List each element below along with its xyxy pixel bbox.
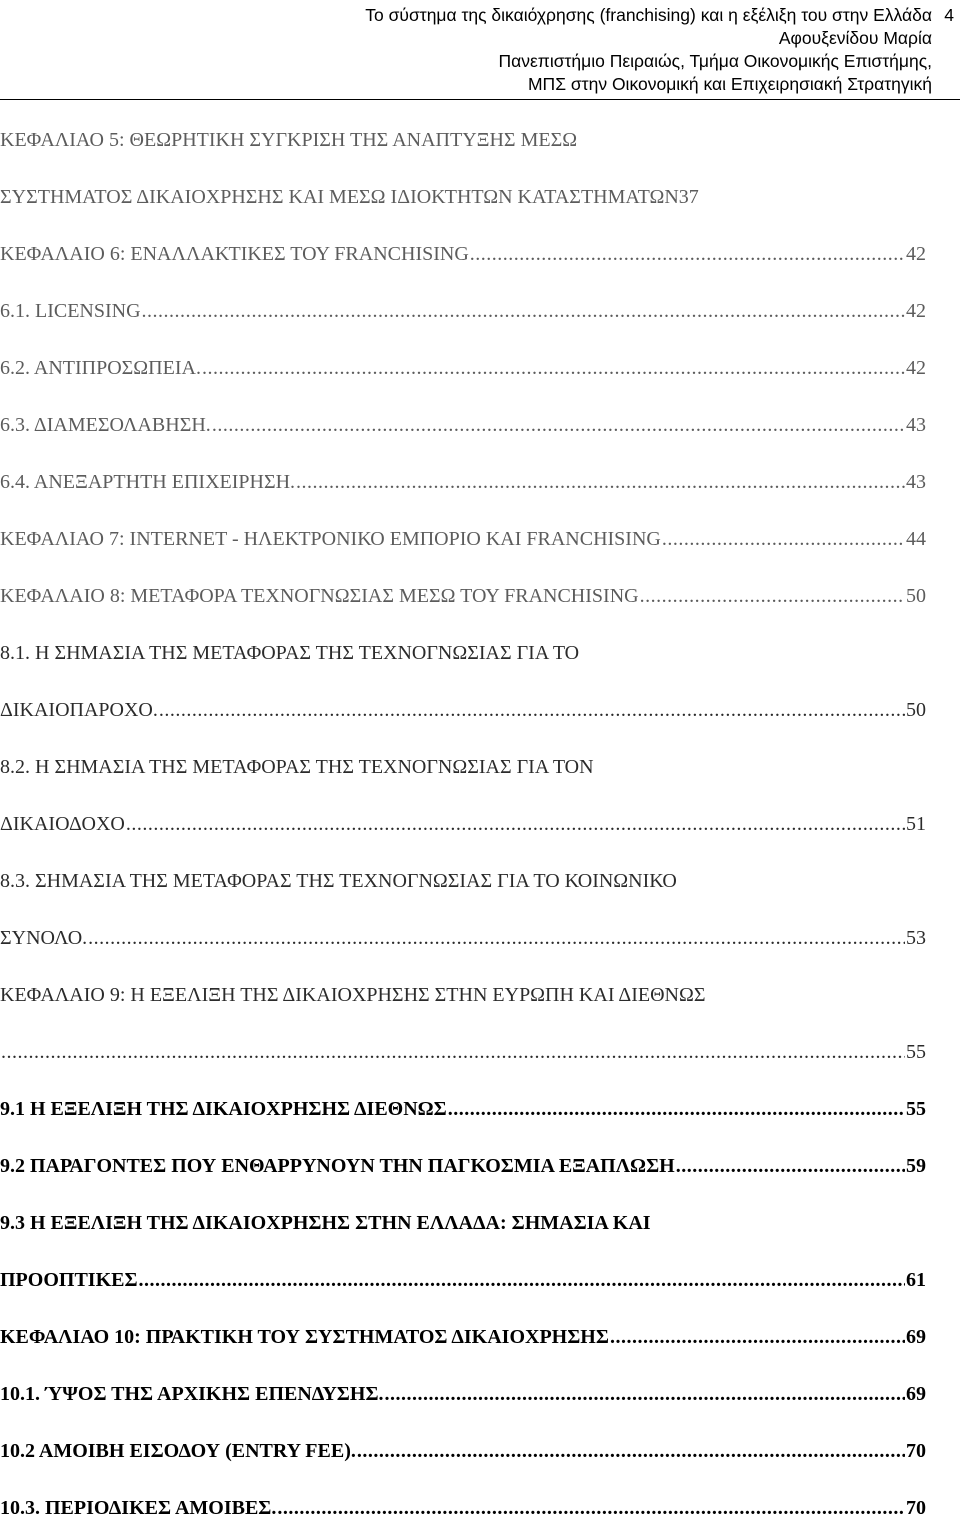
toc-entry-8-2-line-2[interactable]: [0, 799, 926, 856]
toc-page-number: 50: [906, 699, 926, 721]
table-of-contents: [0, 115, 926, 1540]
toc-page-number: 55: [906, 1041, 926, 1063]
toc-entry-8-1-line-1: [0, 628, 926, 685]
toc-entry-chapter-7[interactable]: [0, 514, 926, 571]
toc-entry-text: ΚΕΦΑΛΑΙΟ 6: ΕΝΑΛΛΑΚΤΙΚΕΣ ΤΟΥ FRANCHISING: [0, 243, 469, 265]
toc-entry-10-1[interactable]: [0, 1369, 926, 1426]
toc-entry-9-1[interactable]: [0, 1084, 926, 1141]
toc-page-number: 69: [906, 1383, 926, 1405]
toc-entry-text: 9.1 Η ΕΞΕΛΙΞΗ ΤΗΣ ΔΙΚΑΙΟΧΡΗΣΗΣ ΔΙΕΘΝΩΣ: [0, 1098, 447, 1120]
toc-entry-10-3[interactable]: [0, 1483, 926, 1540]
toc-entry-text: ΚΕΦΑΛΑΙΟ 9: Η ΕΞΕΛΙΞΗ ΤΗΣ ΔΙΚΑΙΟΧΡΗΣΗΣ ΣΤΗΝ ΕΥΡΩΠΗ ΚΑΙ ΔΙΕΘΝΩΣ: [0, 984, 706, 1006]
toc-leader-dots: [212, 400, 905, 450]
toc-leader-dots: [88, 913, 905, 963]
toc-entry-text: ΣΥΝΟΛΟ.: [0, 927, 88, 949]
toc-entry-8-1-line-2[interactable]: [0, 685, 926, 742]
toc-entry-text: ΠΡΟΟΠΤΙΚΕΣ: [0, 1269, 138, 1291]
toc-leader-dots: [448, 1084, 905, 1134]
toc-leader-dots: [142, 286, 905, 336]
toc-entry-text: 10.2 ΑΜΟΙΒΗ ΕΙΣΟΔΟΥ (ENTRY FEE).: [0, 1440, 356, 1462]
toc-entry-6-3[interactable]: [0, 400, 926, 457]
toc-page-number: 70: [906, 1497, 926, 1519]
header-title: Το σύστημα της δικαιόχρησης (franchising) και η εξέλιξη του στην Ελλάδα: [365, 5, 932, 25]
toc-entry-text: 10.1. ΎΨΟΣ ΤΗΣ ΑΡΧΙΚΗΣ ΕΠΕΝΔΥΣΗΣ.: [0, 1383, 384, 1405]
header-text-block: [365, 4, 932, 96]
toc-entry-text: ΔΙΚΑΙΟΠΑΡΟΧΟ.: [0, 699, 158, 721]
toc-leader-dots: [385, 1369, 905, 1419]
toc-entry-text: 6.1. LICENSING: [0, 300, 141, 322]
toc-page-number: 43: [906, 471, 926, 493]
toc-entry-6-4[interactable]: [0, 457, 926, 514]
toc-page-number: 43: [906, 414, 926, 436]
toc-leader-dots: [357, 1426, 905, 1476]
toc-entry-chapter-5-line-1: [0, 115, 926, 172]
toc-entry-text: ΚΕΦΑΛΙΑΟ 10: ΠΡΑΚΤΙΚΗ ΤΟΥ ΣΥΣΤΗΜΑΤΟΣ ΔΙΚΑΙΟΧΡΗΣΗΣ: [0, 1326, 609, 1348]
toc-entry-text: ΣΥΣΤΗΜΑΤΟΣ ΔΙΚΑΙΟΧΡΗΣΗΣ ΚΑΙ ΜΕΣΩ ΙΔΙΟΚΤΗΤΩΝ ΚΑΤΑΣΤΗΜΑΤΩΝ37: [0, 186, 699, 208]
toc-entry-text: 10.3. ΠΕΡΙΟΔΙΚΕΣ ΑΜΟΙΒΕΣ.: [0, 1497, 277, 1519]
toc-page-number: 53: [906, 927, 926, 949]
toc-entry-chapter-5-line-2: [0, 172, 926, 229]
toc-leader-dots: [139, 1255, 905, 1305]
toc-entry-9-3-line-1: [0, 1198, 926, 1255]
toc-entry-text: 9.3 Η ΕΞΕΛΙΞΗ ΤΗΣ ΔΙΚΑΙΟΧΡΗΣΗΣ ΣΤΗΝ ΕΛΛΑΔΑ: ΣΗΜΑΣΙΑ ΚΑΙ: [0, 1212, 651, 1234]
toc-page-number: 61: [906, 1269, 926, 1291]
toc-entry-9-3-line-2[interactable]: [0, 1255, 926, 1312]
toc-leader-dots: [277, 1483, 905, 1533]
page-number: 4: [944, 5, 954, 25]
toc-page-number: 51: [906, 813, 926, 835]
toc-leader-dots: [1, 1027, 905, 1077]
toc-entry-text: 6.3. ΔΙΑΜΕΣΟΛΑΒΗΣΗ.: [0, 414, 211, 436]
toc-entry-8-3-line-1: [0, 856, 926, 913]
toc-leader-dots: [610, 1312, 905, 1362]
toc-entry-chapter-8[interactable]: [0, 571, 926, 628]
toc-page-number: 69: [906, 1326, 926, 1348]
toc-entry-text: 8.2. Η ΣΗΜΑΣΙΑ ΤΗΣ ΜΕΤΑΦΟΡΑΣ ΤΗΣ ΤΕΧΝΟΓΝΩΣΙΑΣ ΓΙΑ ΤΟΝ: [0, 756, 594, 778]
page-header: [0, 4, 960, 100]
toc-entry-text: ΚΕΦΑΛΙΑΟ 7: INTERNET - ΗΛΕΚΤΡΟΝΙΚΟ ΕΜΠΟΡΙΟ ΚΑΙ FRANCHISING: [0, 528, 661, 550]
header-author: Αφουξενίδου Μαρία: [778, 28, 932, 48]
toc-entry-text: ΚΕΦΑΛΑΙΟ 8: ΜΕΤΑΦΟΡΑ ΤΕΧΝΟΓΝΩΣΙΑΣ ΜΕΣΩ ΤΟΥ FRANCHISING: [0, 585, 639, 607]
toc-entry-text: 6.2. ΑΝΤΙΠΡΟΣΩΠΕΙΑ.: [0, 357, 201, 379]
header-university: Πανεπιστήμιο Πειραιώς, Τμήμα Οικονομικής Επιστήμης,: [498, 51, 932, 71]
toc-entry-8-2-line-1: [0, 742, 926, 799]
toc-entry-6-2[interactable]: [0, 343, 926, 400]
toc-entry-8-3-line-2[interactable]: [0, 913, 926, 970]
toc-page-number: 70: [906, 1440, 926, 1462]
toc-entry-chapter-6[interactable]: [0, 229, 926, 286]
toc-entry-text: 8.1. Η ΣΗΜΑΣΙΑ ΤΗΣ ΜΕΤΑΦΟΡΑΣ ΤΗΣ ΤΕΧΝΟΓΝΩΣΙΑΣ ΓΙΑ ΤΟ: [0, 642, 580, 664]
toc-leader-dots: [470, 229, 905, 279]
toc-entry-chapter-9-line-2[interactable]: [0, 1027, 926, 1084]
toc-page-number: 42: [906, 357, 926, 379]
toc-leader-dots: [662, 514, 905, 564]
toc-page-number: 55: [906, 1098, 926, 1120]
toc-leader-dots: [126, 799, 905, 849]
toc-page-number: 44: [906, 528, 926, 550]
toc-entry-10-2[interactable]: [0, 1426, 926, 1483]
toc-entry-text: ΔΙΚΑΙΟΔΟΧΟ: [0, 813, 125, 835]
toc-leader-dots: [640, 571, 905, 621]
toc-page-number: 59: [906, 1155, 926, 1177]
toc-entry-9-2[interactable]: [0, 1141, 926, 1198]
toc-entry-chapter-10[interactable]: [0, 1312, 926, 1369]
toc-page-number: 50: [906, 585, 926, 607]
toc-entry-6-1[interactable]: [0, 286, 926, 343]
toc-entry-chapter-9-line-1: [0, 970, 926, 1027]
toc-entry-text: ΚΕΦΑΛΙΑΟ 5: ΘΕΩΡΗΤΙΚΗ ΣΥΓΚΡΙΣΗ ΤΗΣ ΑΝΑΠΤΥΞΗΣ ΜΕΣΩ: [0, 129, 578, 151]
toc-entry-text: 8.3. ΣΗΜΑΣΙΑ ΤΗΣ ΜΕΤΑΦΟΡΑΣ ΤΗΣ ΤΕΧΝΟΓΝΩΣΙΑΣ ΓΙΑ ΤΟ ΚΟΙΝΩΝΙΚΟ: [0, 870, 677, 892]
toc-entry-text: 6.4. ΑΝΕΞΑΡΤΗΤΗ ΕΠΙΧΕΙΡΗΣΗ.: [0, 471, 296, 493]
toc-leader-dots: [296, 457, 905, 507]
toc-leader-dots: [676, 1141, 905, 1191]
toc-leader-dots: [159, 685, 905, 735]
toc-entry-text: 9.2 ΠΑΡΑΓΟΝΤΕΣ ΠΟΥ ΕΝΘΑΡΡΥΝΟΥΝ ΤΗΝ ΠΑΓΚΟΣΜΙΑ ΕΞΑΠΛΩΣΗ: [0, 1155, 675, 1177]
toc-page-number: 42: [906, 300, 926, 322]
toc-page-number: 42: [906, 243, 926, 265]
toc-leader-dots: [202, 343, 905, 393]
header-program: ΜΠΣ στην Οικονομική και Επιχειρησιακή Στρατηγική: [527, 74, 932, 94]
